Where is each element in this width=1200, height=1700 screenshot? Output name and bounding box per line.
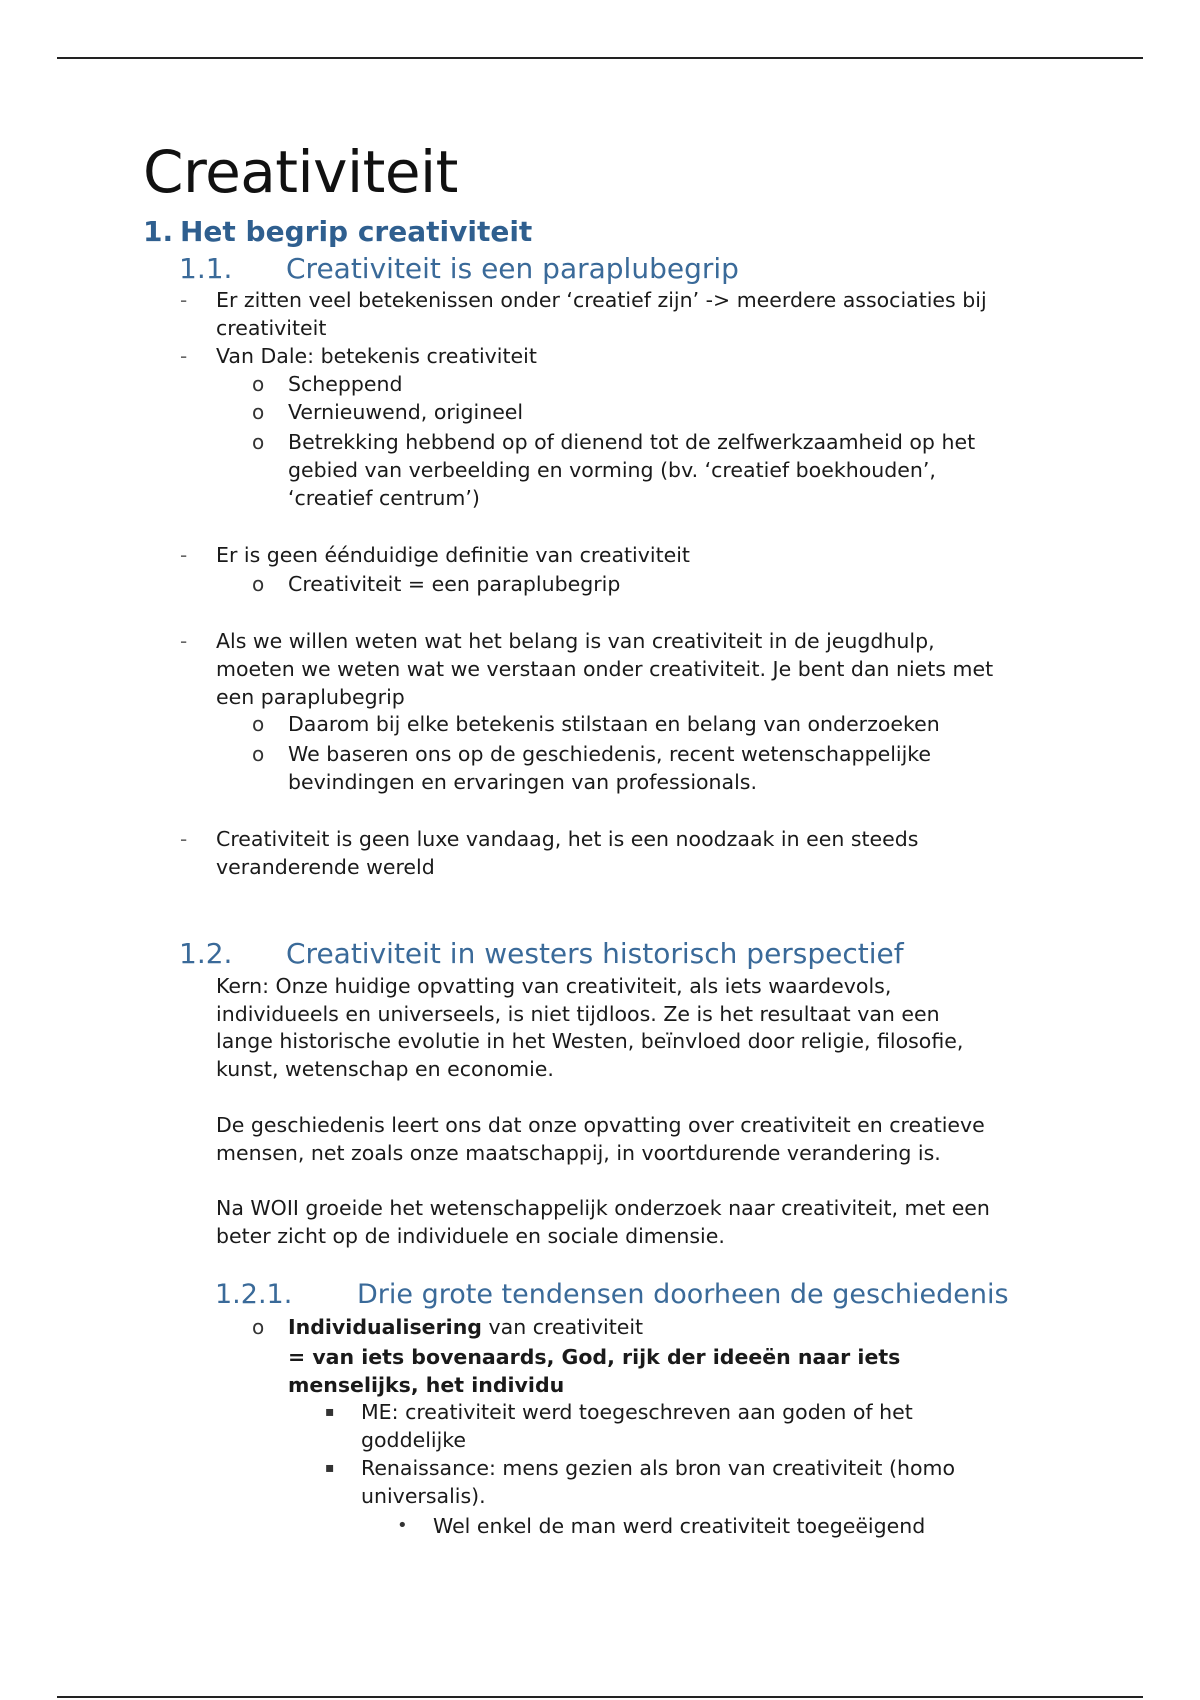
sub-list-item-text: Renaissance: mens gezien als bron van creativiteit (homo bbox=[361, 1456, 956, 1480]
sub-list-item-text: ME: creativiteit werd toegeschreven aan goden of het bbox=[361, 1400, 913, 1424]
sub-list-item-text: gebied van verbeelding en vorming (bv. ‘creatief boekhouden’, bbox=[288, 458, 936, 482]
subsection-heading-1-1 bbox=[179, 251, 739, 287]
circle-bullet: o bbox=[252, 572, 265, 596]
list-item-text: Er is geen éénduidige definitie van creativiteit bbox=[216, 543, 690, 567]
sub-list-item-text: ‘creatief centrum’) bbox=[288, 486, 480, 510]
document-title: Creativiteit bbox=[143, 138, 458, 206]
dash-bullet: - bbox=[180, 543, 188, 567]
sub-list-item-text: goddelijke bbox=[361, 1428, 467, 1452]
circle-bullet: o bbox=[252, 372, 265, 396]
list-item-text: moeten we weten wat we verstaan onder creativiteit. Je bent dan niets met bbox=[216, 657, 994, 681]
section-heading-1 bbox=[143, 213, 532, 251]
sub-list-item-text: Daarom bij elke betekenis stilstaan en belang van onderzoeken bbox=[288, 712, 940, 736]
dash-bullet: - bbox=[180, 288, 188, 312]
subsubsection-title: Drie grote tendensen doorheen de geschiedenis bbox=[357, 1279, 1009, 1310]
list-item-text: Van Dale: betekenis creativiteit bbox=[216, 344, 537, 368]
tendency-item bbox=[288, 1313, 643, 1341]
subsection-number: 1.1. bbox=[179, 252, 233, 285]
list-item-text: creativiteit bbox=[216, 316, 327, 340]
subsection-number: 1.2. bbox=[179, 937, 233, 970]
circle-bullet: o bbox=[252, 430, 265, 454]
sub-list-item-text: Creativiteit = een paraplubegrip bbox=[288, 572, 621, 596]
circle-bullet: o bbox=[252, 712, 265, 736]
list-item-text: Als we willen weten wat het belang is van creativiteit in de jeugdhulp, bbox=[216, 629, 935, 653]
sub-list-item-text: Vernieuwend, origineel bbox=[288, 400, 524, 424]
paragraph-text: De geschiedenis leert ons dat onze opvatting over creativiteit en creatieve bbox=[216, 1113, 985, 1137]
square-bullet: ▪ bbox=[325, 1460, 335, 1476]
paragraph-text: beter zicht op de individuele en sociale dimensie. bbox=[216, 1224, 725, 1248]
sub-list-item-text: Wel enkel de man werd creativiteit toegeëigend bbox=[433, 1514, 926, 1538]
paragraph-text: mensen, net zoals onze maatschappij, in voortdurende verandering is. bbox=[216, 1141, 941, 1165]
sub-list-item-text: bevindingen en ervaringen van professionals. bbox=[288, 770, 757, 794]
dash-bullet: - bbox=[180, 827, 188, 851]
subsection-title: Creativiteit in westers historisch perspectief bbox=[286, 937, 904, 970]
paragraph-text: Na WOII groeide het wetenschappelijk onderzoek naar creativiteit, met een bbox=[216, 1196, 990, 1220]
paragraph-text: Kern: Onze huidige opvatting van creativiteit, als iets waardevols, bbox=[216, 974, 892, 998]
list-item-text: Creativiteit is geen luxe vandaag, het is een noodzaak in een steeds bbox=[216, 827, 919, 851]
subsubsection-heading-1-2-1 bbox=[215, 1277, 1009, 1313]
section-title: Het begrip creativiteit bbox=[180, 215, 533, 248]
circle-bullet: o bbox=[252, 742, 265, 766]
subsubsection-number: 1.2.1. bbox=[215, 1279, 293, 1310]
sub-list-item-text: We baseren ons op de geschiedenis, recent wetenschappelijke bbox=[288, 742, 932, 766]
list-item-text: Er zitten veel betekenissen onder ‘creatief zijn’ -> meerdere associaties bij bbox=[216, 288, 987, 312]
sub-list-item-text: Betrekking hebbend op of dienend tot de zelfwerkzaamheid op het bbox=[288, 430, 976, 454]
list-item-text: veranderende wereld bbox=[216, 855, 435, 879]
footer-rule bbox=[57, 1696, 1143, 1698]
square-bullet: ▪ bbox=[325, 1404, 335, 1420]
paragraph-text: kunst, wetenschap en economie. bbox=[216, 1057, 554, 1081]
tendency-definition: menselijks, het individu bbox=[288, 1373, 565, 1397]
circle-bullet: o bbox=[252, 400, 265, 424]
subsection-heading-1-2 bbox=[179, 936, 904, 972]
tendency-rest: van creativiteit bbox=[481, 1315, 644, 1339]
list-item-text: een paraplubegrip bbox=[216, 685, 405, 709]
paragraph-text: lange historische evolutie in het Westen, beïnvloed door religie, filosofie, bbox=[216, 1029, 964, 1053]
dash-bullet: - bbox=[180, 629, 188, 653]
sub-list-item-text: Scheppend bbox=[288, 372, 403, 396]
subsection-title: Creativiteit is een paraplubegrip bbox=[286, 252, 739, 285]
tendency-definition: = van iets bovenaards, God, rijk der ideeën naar iets bbox=[288, 1345, 901, 1369]
circle-bullet: o bbox=[252, 1315, 265, 1339]
paragraph-text: individueels en universeels, is niet tijdloos. Ze is het resultaat van een bbox=[216, 1002, 940, 1026]
dot-bullet: • bbox=[397, 1515, 408, 1536]
section-number: 1. bbox=[143, 215, 174, 248]
sub-list-item-text: universalis). bbox=[361, 1484, 486, 1508]
tendency-keyword: Individualisering bbox=[288, 1315, 482, 1339]
dash-bullet: - bbox=[180, 344, 188, 368]
